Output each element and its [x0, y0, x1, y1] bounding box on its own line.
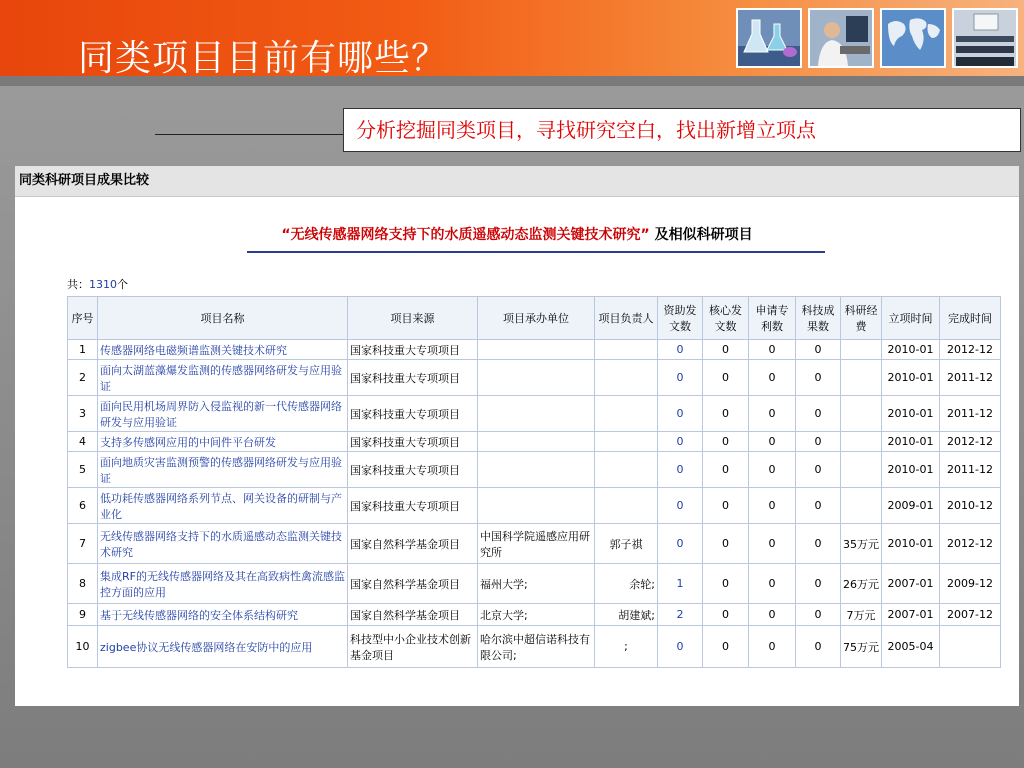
- cell-end: 2012-12: [940, 340, 1001, 360]
- cell-project-name[interactable]: 基于无线传感器网络的安全体系结构研究: [98, 604, 348, 626]
- cell-number: 1: [68, 340, 98, 360]
- callout-connector-line: [155, 134, 345, 135]
- cell-results: 0: [796, 488, 841, 524]
- cell-patents: 0: [749, 626, 796, 668]
- table-header-row: [68, 297, 1001, 340]
- cell-project-name[interactable]: 支持多传感网应用的中间件平台研发: [98, 432, 348, 452]
- cell-results: 0: [796, 564, 841, 604]
- table-row: [68, 360, 1001, 396]
- cell-number: 6: [68, 488, 98, 524]
- cell-number: 3: [68, 396, 98, 432]
- col-header-number: 序号: [68, 297, 98, 340]
- cell-org: 福州大学;: [478, 564, 595, 604]
- cell-results: 0: [796, 626, 841, 668]
- cell-lead: 胡建斌;: [595, 604, 658, 626]
- researcher-image: [808, 8, 874, 68]
- cell-end: 2010-12: [940, 488, 1001, 524]
- cell-funds: 26万元: [841, 564, 882, 604]
- cell-lead: [595, 452, 658, 488]
- count-unit: 个: [117, 278, 128, 291]
- cell-org: 哈尔滨中超信诺科技有限公司;: [478, 626, 595, 668]
- cell-project-name[interactable]: 面向地质灾害监测预警的传感器网络研发与应用验证: [98, 452, 348, 488]
- cell-source: 国家科技重大专项项目: [348, 452, 478, 488]
- cell-core: 0: [703, 432, 749, 452]
- cell-org: [478, 452, 595, 488]
- cell-pubs[interactable]: 0: [658, 396, 703, 432]
- cell-core: 0: [703, 604, 749, 626]
- heading-underline: [247, 251, 825, 253]
- cell-org: [478, 432, 595, 452]
- cell-end: 2012-12: [940, 524, 1001, 564]
- cell-project-name[interactable]: 集成RF的无线传感器网络及其在高致病性禽流感监控方面的应用: [98, 564, 348, 604]
- cell-lead: [595, 396, 658, 432]
- col-header-lead: 项目负责人: [595, 297, 658, 340]
- cell-pubs[interactable]: 1: [658, 564, 703, 604]
- cell-end: 2011-12: [940, 452, 1001, 488]
- cell-lead: 余轮;: [595, 564, 658, 604]
- cell-patents: 0: [749, 340, 796, 360]
- cell-pubs[interactable]: 0: [658, 488, 703, 524]
- cell-funds: [841, 432, 882, 452]
- table-row: [68, 340, 1001, 360]
- cell-lead: [595, 360, 658, 396]
- count-label: 共：: [67, 278, 89, 291]
- header-image-strip: [736, 8, 1018, 68]
- panel-header: 同类科研项目成果比较: [15, 166, 1019, 197]
- cell-pubs[interactable]: 0: [658, 524, 703, 564]
- results-panel: [15, 166, 1019, 706]
- cell-org: [478, 340, 595, 360]
- cell-number: 5: [68, 452, 98, 488]
- cell-lead: [595, 432, 658, 452]
- cell-funds: [841, 360, 882, 396]
- cell-source: 科技型中小企业技术创新基金项目: [348, 626, 478, 668]
- cell-core: 0: [703, 488, 749, 524]
- cell-org: [478, 488, 595, 524]
- cell-project-name[interactable]: 无线传感器网络支持下的水质遥感动态监测关键技术研究: [98, 524, 348, 564]
- col-header-start: 立项时间: [882, 297, 940, 340]
- cell-pubs[interactable]: 0: [658, 452, 703, 488]
- conference-room-image: [952, 8, 1018, 68]
- cell-source: 国家自然科学基金项目: [348, 564, 478, 604]
- cell-end: 2009-12: [940, 564, 1001, 604]
- cell-results: 0: [796, 604, 841, 626]
- table-row: [68, 432, 1001, 452]
- cell-lead: [595, 488, 658, 524]
- cell-pubs[interactable]: 0: [658, 432, 703, 452]
- col-header-org: 项目承办单位: [478, 297, 595, 340]
- table-row: [68, 396, 1001, 432]
- table-row: [68, 564, 1001, 604]
- cell-core: 0: [703, 524, 749, 564]
- cell-start: 2010-01: [882, 360, 940, 396]
- cell-start: 2010-01: [882, 396, 940, 432]
- lab-flasks-image: [736, 8, 802, 68]
- col-header-core: 核心发文数: [703, 297, 749, 340]
- cell-lead: 郭子祺: [595, 524, 658, 564]
- table-row: [68, 524, 1001, 564]
- comparison-heading: [15, 224, 1019, 244]
- cell-results: 0: [796, 396, 841, 432]
- cell-end: 2007-12: [940, 604, 1001, 626]
- cell-lead: [595, 340, 658, 360]
- cell-start: 2009-01: [882, 488, 940, 524]
- world-map-image: [880, 8, 946, 68]
- heading-project-title: “无线传感器网络支持下的水质遥感动态监测关键技术研究”: [281, 227, 650, 243]
- cell-start: 2010-01: [882, 524, 940, 564]
- cell-project-name[interactable]: 传感器网络电磁频谱监测关键技术研究: [98, 340, 348, 360]
- cell-core: 0: [703, 564, 749, 604]
- cell-patents: 0: [749, 452, 796, 488]
- cell-number: 4: [68, 432, 98, 452]
- cell-source: 国家科技重大专项项目: [348, 432, 478, 452]
- table-row: [68, 452, 1001, 488]
- cell-pubs[interactable]: 0: [658, 626, 703, 668]
- cell-funds: 75万元: [841, 626, 882, 668]
- count-value[interactable]: 1310: [89, 278, 117, 291]
- col-header-name: 项目名称: [98, 297, 348, 340]
- result-count: [67, 276, 128, 292]
- cell-results: 0: [796, 340, 841, 360]
- cell-pubs[interactable]: 0: [658, 360, 703, 396]
- cell-project-name[interactable]: 低功耗传感器网络系列节点、网关设备的研制与产业化: [98, 488, 348, 524]
- col-header-end: 完成时间: [940, 297, 1001, 340]
- cell-source: 国家自然科学基金项目: [348, 604, 478, 626]
- cell-start: 2005-04: [882, 626, 940, 668]
- cell-funds: 35万元: [841, 524, 882, 564]
- col-header-source: 项目来源: [348, 297, 478, 340]
- cell-end: 2012-12: [940, 432, 1001, 452]
- cell-funds: [841, 396, 882, 432]
- cell-org: 中国科学院遥感应用研究所: [478, 524, 595, 564]
- cell-core: 0: [703, 452, 749, 488]
- cell-start: 2010-01: [882, 452, 940, 488]
- cell-funds: [841, 340, 882, 360]
- cell-source: 国家科技重大专项项目: [348, 396, 478, 432]
- col-header-pubs: 资助发文数: [658, 297, 703, 340]
- cell-funds: [841, 488, 882, 524]
- cell-number: 2: [68, 360, 98, 396]
- cell-patents: 0: [749, 564, 796, 604]
- cell-pubs[interactable]: 0: [658, 340, 703, 360]
- cell-results: 0: [796, 452, 841, 488]
- cell-number: 9: [68, 604, 98, 626]
- cell-patents: 0: [749, 360, 796, 396]
- heading-suffix: 及相似科研项目: [654, 227, 753, 243]
- cell-number: 8: [68, 564, 98, 604]
- cell-source: 国家科技重大专项项目: [348, 340, 478, 360]
- cell-results: 0: [796, 524, 841, 564]
- table-row: [68, 604, 1001, 626]
- cell-funds: [841, 452, 882, 488]
- cell-project-name[interactable]: zigbee协议无线传感器网络在安防中的应用: [98, 626, 348, 668]
- cell-end: [940, 626, 1001, 668]
- slide-title: 同类项目目前有哪些？: [78, 38, 449, 79]
- col-header-funds: 科研经费: [841, 297, 882, 340]
- cell-results: 0: [796, 360, 841, 396]
- cell-start: 2007-01: [882, 564, 940, 604]
- cell-project-name[interactable]: 面向民用机场周界防入侵监视的新一代传感器网络研发与应用验证: [98, 396, 348, 432]
- cell-project-name[interactable]: 面向太湖蓝藻爆发监测的传感器网络研发与应用验证: [98, 360, 348, 396]
- cell-pubs[interactable]: 2: [658, 604, 703, 626]
- cell-core: 0: [703, 396, 749, 432]
- cell-patents: 0: [749, 604, 796, 626]
- cell-patents: 0: [749, 524, 796, 564]
- cell-start: 2010-01: [882, 432, 940, 452]
- table-row: [68, 626, 1001, 668]
- cell-patents: 0: [749, 488, 796, 524]
- cell-source: 国家自然科学基金项目: [348, 524, 478, 564]
- projects-table: [67, 296, 1001, 668]
- cell-number: 10: [68, 626, 98, 668]
- col-header-results: 科技成果数: [796, 297, 841, 340]
- cell-org: [478, 396, 595, 432]
- cell-core: 0: [703, 626, 749, 668]
- cell-core: 0: [703, 360, 749, 396]
- cell-funds: 7万元: [841, 604, 882, 626]
- cell-patents: 0: [749, 396, 796, 432]
- cell-patents: 0: [749, 432, 796, 452]
- cell-results: 0: [796, 432, 841, 452]
- cell-end: 2011-12: [940, 360, 1001, 396]
- cell-start: 2010-01: [882, 340, 940, 360]
- cell-core: 0: [703, 340, 749, 360]
- callout-box: 分析挖掘同类项目，寻找研究空白，找出新增立项点: [343, 108, 1021, 152]
- cell-start: 2007-01: [882, 604, 940, 626]
- cell-end: 2011-12: [940, 396, 1001, 432]
- cell-source: 国家科技重大专项项目: [348, 488, 478, 524]
- table-row: [68, 488, 1001, 524]
- cell-lead: ;: [595, 626, 658, 668]
- cell-org: [478, 360, 595, 396]
- cell-number: 7: [68, 524, 98, 564]
- cell-org: 北京大学;: [478, 604, 595, 626]
- col-header-patents: 申请专利数: [749, 297, 796, 340]
- cell-source: 国家科技重大专项项目: [348, 360, 478, 396]
